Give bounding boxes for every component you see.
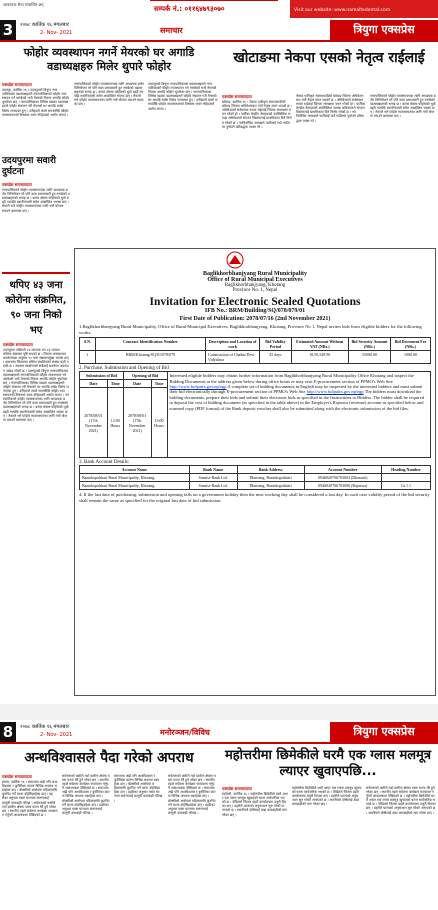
table-header: Date — [80, 380, 108, 388]
sub-headline: उदयपुरमा सवारी दुर्घटना — [2, 156, 57, 177]
table-cell: Construction of Chaibu Devi Vidyalaya — [206, 351, 260, 364]
p8-col4 — [168, 774, 216, 908]
bank-table — [79, 465, 431, 490]
article-body: महोत्तरीमा छिमेकीले घरमै आएर एक ग्लास मलमूत्र खुवाएको घटना सार्वजनिक भएको छ । पीडितले जिल्ला प्रहरी कार्यालयमा उजुरी दिएका छन् । प्रहरीले घटनाको अनुसन्धान सुरु गरेको जनाएको छ । स्थानीयले दोषीलाई कडा कारबाहीको माग गरेका छन् । — [292, 786, 362, 807]
covid-body — [2, 342, 70, 642]
page3-masthead: त्रियुगा एक्सप्रेस — [330, 20, 438, 40]
office-line4: Province No. 1, Nepal — [232, 288, 278, 293]
page8-headline-right: महोत्तरीमा छिमेकीले घरमै एक ग्लास मलमूत्र ल्याएर खुवाएपछि... — [224, 748, 431, 779]
table-cell: 13:00 Hours — [151, 388, 167, 458]
page3-header — [0, 20, 438, 42]
article-body: महोत्तरीमा छिमेकीले घरमै आएर एक ग्लास मलमूत्र खुवाएको घटना सार्वजनिक भएको छ । पीडितले जिल्ला प्रहरी कार्यालयमा उजुरी दिएका छन् । प्रहरीले घटनाको अनुसन्धान सुरु गरेको जनाएको छ । स्थानीयले दोषीलाई कडा कारबाहीको माग गरेका छन् । — [222, 792, 288, 817]
table-header: Heading Number — [381, 466, 430, 474]
table-cell: Sunrise Bank Ltd. — [189, 474, 237, 482]
article-body: उदयपुरको त्रियुगा नगरपालिकाका वडाध्यक्षहरुले नगरपालिकाको फोहोर व्यवस्थापन गर्न नसकेको भन्दै मेयरको निवास अगाडि फोहोर थुपारेका छन् । नगरपालिकाका विभिन्न वडाका वडाध्यक्षहरुले फोहोर संकलन गरी मेयरको घर अगाडि राखेर विरोध जनाएका हुन् । उनीहरुले लामो समयदेखि फोहोर व्यवस्थापनको विषयमा ध्यान नदिइएको आरोप लगाए । — [2, 88, 70, 117]
table-cell: 2078/08/01 (17th November 2021) — [123, 388, 151, 458]
table-row — [80, 474, 431, 482]
egp-link[interactable]: http://www.bolpatra.gov.np/egp — [306, 389, 364, 395]
byline: एक्सप्रेस समाचारदाता — [2, 774, 32, 779]
article-body: नेकपा एकीकृत समाजवादीको खोटाङ जिल्ला अधिवेशनबाट नयाँ नेतृत्व चयन भएको छ । अधिवेशनले सर्वसम्मत रुपमा राईलाई जिल्ला अध्यक्षमा चयन गरेको हो । पार्टीका केन्द्रीय नेताहरुको उपस्थितिमा सम्पन्न अधिवेशनले संगठन विस्तारलाई प्राथमिकता दिने निर्णय गरेको छ । नवनिर्वाचित अध्यक्षले पार्टीलाई गाउँ गाउँसम्म पुर्याउने प्रतिबद्धता व्यक्त गरे । — [296, 94, 366, 123]
table-header: Submission of Bid — [80, 372, 124, 380]
table-row — [80, 482, 431, 490]
table-header: Opening of Bid — [123, 372, 167, 380]
article-body: नगरपालिकाले फोहोर व्यवस्थापनका लागि आवश्यक बजेट विनियोजन गरे पनि काम प्रभावकारी हुन नसकेको वडाध्यक्षहरुको भनाइ छ । बजार क्षेत्रमा फोहोरको थुप्रो बढ्दै गएपछि स्थानीयवासी समेत आक्रोशित भएका छन् । मेयरले भने फोहोर व्यवस्थापनका लागि नयाँ योजना ल्याउने बताएका छन् । — [3, 393, 70, 422]
works-table — [79, 337, 431, 364]
page8-headline-left: अन्धविश्वासले पैदा गरेको अपराध — [24, 750, 194, 766]
office-line2: Office of Rural Municipal Executives — [207, 277, 303, 283]
p8-col2 — [62, 774, 110, 908]
headline-right: खोटाङमा नेकपा एसको नेतृत्व राईलाई — [233, 50, 425, 66]
article-body: उदयपुरमा पछिल्लो २४ घण्टामा थप ४३ जनामा कोरोना संक्रमण पुष्टि भएको छ । जिल्ला जनस्वास्थ्य कार्यालयका अनुसार ९० जना संक्रमणमुक्त भएका छन् । हालसम्म जिल्लामा सक्रिय संक्रमितको संख्या घट्दै गएको छ । स्वास्थ्य कार्यालयले सबैलाई सतर्कता अपनाउन आग्रह गरेको छ । — [3, 348, 69, 373]
page8-date-en: 2- Nov- 2021 — [40, 732, 73, 738]
table-header: Bid Validity Period — [260, 338, 291, 351]
page-separator — [0, 704, 438, 720]
article-body: सचेतनाको कमीले गर्दा ग्रामीण क्षेत्रमा यस्ता घटना धेरै हुने गरेका छन् । स्थानीय तहले सचेतना कार्यक्रम सञ्चालन गर्नुपर्ने आवश्यकता देखिएको छ । — [2, 800, 58, 817]
article-body: उदयपुरको त्रियुगा नगरपालिकाका वडाध्यक्षहरुले नगरपालिकाको फोहोर व्यवस्थापन गर्न नसकेको भन्दै मेयरको निवास अगाडि फोहोर थुपारेका छन् । नगरपालिकाका विभिन्न वडाका वडाध्यक्षहरुले फोहोर संकलन गरी मेयरको घर अगाडि राखेर विरोध जनाएका हुन् । उनीहरुले लामो समयदेखि फोहोर व्यवस्थापनको विषयमा ध्यान नदिइएको आरोप लगाए । — [3, 368, 69, 398]
article-right-col3 — [370, 94, 436, 244]
article-body: समाजमा अझै पनि अन्धविश्वास र कुरीतिका कारण विभिन्न अपराध भइरहेका छन् । बोक्सीको आरोपमा महिलामाथि कुटपिट गर्ने घटना दोहोरिइरहेका छन् । प्रहरीका अनुसार यस्ता घटनामा संलग्नलाई कानुनी कारबाही गरिन्छ । — [2, 780, 58, 805]
table-cell: 1000.00 — [391, 351, 431, 364]
table-cell: 0946020706703004 (Dharauti) — [304, 474, 381, 482]
egp-link[interactable]: http://www.bolpatra.gov.np/egp — [169, 384, 227, 389]
website-banner-text: Visit our website: www.namaltedental.com — [294, 8, 391, 13]
covid-headline: थपिए ४३ जना कोरोना संक्रमित, ९० जना निको भए — [5, 280, 67, 336]
article-body: नेकपा एकीकृत समाजवादीको खोटाङ जिल्ला अधिवेशनबाट नयाँ नेतृत्व चयन भएको छ । अधिवेशनले सर्वसम्मत रुपमा राईलाई जिल्ला अध्यक्षमा चयन गरेको हो । पार्टीका केन्द्रीय नेताहरुको उपस्थितिमा सम्पन्न अधिवेशनले संगठन विस्तारलाई प्राथमिकता दिने निर्णय गरेको छ । नवनिर्वाचित अध्यक्षले पार्टीलाई गाउँ गाउँसम्म पुर्याउने प्रतिबद्धता व्यक्त गरे । — [222, 100, 292, 129]
page3-number: 3 — [0, 20, 16, 40]
article-body: नगरपालिकाले फोहोर व्यवस्थापनका लागि आवश्यक बजेट विनियोजन गरे पनि काम प्रभावकारी हुन नसकेको वडाध्यक्षहरुको भनाइ छ । बजार क्षेत्रमा फोहोरको थुप्रो बढ्दै गएपछि स्थानीयवासी समेत आक्रोशित भएका छन् । मेयरले भने फोहोर व्यवस्थापनका लागि नयाँ योजना ल्याउने बताएका छन् । — [74, 82, 144, 107]
page8-masthead: त्रियुगा एक्सप्रेस — [330, 722, 438, 742]
article-left-col — [2, 82, 70, 154]
table-header: Contract Identification Number — [96, 338, 206, 351]
emblem-icon — [225, 251, 245, 269]
table-cell — [381, 474, 430, 482]
phone-banner-text: सम्पर्क नं.: ०११६४७९३०७० — [154, 5, 225, 13]
office-line3: Baglikhorbhanjyang, Khotang — [224, 283, 286, 288]
table-header: Time — [151, 380, 167, 388]
article-body: उदयपुरको त्रियुगा नगरपालिकाका वडाध्यक्षहरुले नगरपालिकाको फोहोर व्यवस्थापन गर्न नसकेको भन्दै मेयरको निवास अगाडि फोहोर थुपारेका छन् । नगरपालिकाका विभिन्न वडाका वडाध्यक्षहरुले फोहोर संकलन गरी मेयरको घर अगाडि राखेर विरोध जनाएका हुन् । उनीहरुले लामो समयदेखि फोहोर व्यवस्थापनको विषयमा ध्यान नदिइएको आरोप लगाए । — [148, 82, 218, 111]
notice-first-date: First Date of Publication: 2078/07/16 (2nd November 2021) — [179, 316, 331, 322]
p8-col5 — [222, 786, 288, 908]
page8-number: 8 — [0, 722, 16, 742]
top-strip-left-text: आवश्यक सेवा संचालित छन् — [3, 2, 44, 7]
article-mid-col — [74, 82, 144, 230]
article-body: सचेतनाको कमीले गर्दा ग्रामीण क्षेत्रमा यस्ता घटना धेरै हुने गरेका छन् । स्थानीय तहले सचेतना कार्यक्रम सञ्चालन गर्नुपर्ने आवश्यकता देखिएको छ । — [62, 774, 110, 791]
table-header: S.N. — [80, 338, 96, 351]
dateline: खोटाङ, कार्तिक १६ । — [222, 100, 249, 105]
byline: एक्सप्रेस समाचारदाता — [3, 342, 33, 347]
byline: एक्सप्रेस समाचारदाता — [222, 94, 252, 99]
notice-intro: 1.Baglikhorbhanjyang Rural Municipality, Office of Rural Municipal Executives, Baglikhorbhanjyang, Khotang, Province No 1, Nepal invites bids from eligible bidders for the following works: — [79, 324, 422, 335]
article-body: सचेतनाको कमीले गर्दा ग्रामीण क्षेत्रमा यस्ता घटना धेरै हुने गरेका छन् । स्थानीय तहले सचेतना कार्यक्रम सञ्चालन गर्नुपर्ने आवश्यकता देखिएको छ । — [168, 774, 216, 791]
website-banner — [290, 0, 438, 18]
dateline: इलाम, कार्तिक १६ । — [2, 780, 27, 785]
top-strip — [0, 0, 438, 18]
article-right-col1 — [222, 94, 292, 244]
table-header: Account Number — [304, 466, 381, 474]
table-cell: Dhartang, Baniskopokhari — [237, 482, 304, 490]
table-header: Estimated Amount Without VAT (NRs.) — [291, 338, 348, 351]
notice-ifb: IFB No.: BRM/Building/SQ/078/079/01 — [204, 308, 306, 314]
table-cell: BRM/Khotang/SQ/01/078/079 — [96, 351, 206, 364]
submission-text: Interested eligible bidders may obtain further information from Baglikhorbhanjyang Rural Municipality Office Khotang and inspect the Bidding Documents at the address given below during office hours or may visit E-procurement section of PPMO's Web Site http://www.bolpatra.gov.np/egp A complete set of bidding documents in English may be inspected by the interested bidders and must submit their bid electronically through E-procurement section of PPMO's Web Site http://www.bolpatra.gov.np/egp The bidders must download the bidding documents, prepare their bids and submit their electronic bids as specified in the Instructions to Bidders. The bidder shall be required to deposit the cost of bidding document (as specified in the table above) in the Employer's Rajaswa (revenue) account as specified below and scanned copy (PDF format) of the Bank deposit voucher shall also be submitted along with the electronic submission of the bid files. — [167, 372, 431, 458]
covid-box — [2, 272, 70, 680]
article-mid2-col — [148, 82, 218, 230]
dateline: महोत्तरी, कार्तिक १६ । — [222, 792, 250, 797]
article-body: समाजमा अझै पनि अन्धविश्वास र कुरीतिका कारण विभिन्न अपराध भइरहेका छन् । बोक्सीको आरोपमा महिलामाथि कुटपिट गर्ने घटना दोहोरिइरहेका छन् । प्रहरीका अनुसार यस्ता घटनामा संलग्नलाई कानुनी कारबाही गरिन्छ । — [168, 786, 216, 815]
page8-section-label: मनोरञ्जन/विविध — [160, 728, 210, 737]
table-cell: Dhartang, Baniskopokhari — [237, 474, 304, 482]
p8-col3 — [114, 774, 164, 908]
table-cell: 18,50,549.96 — [291, 351, 348, 364]
page3-date-np: २०७८ कार्तिक १६ मंगलबार — [20, 22, 69, 28]
page3-section-label: समाचार — [160, 26, 183, 35]
article-body: समाजमा अझै पनि अन्धविश्वास र कुरीतिका कारण विभिन्न अपराध भइरहेका छन् । बोक्सीको आरोपमा महिलामाथि कुटपिट गर्ने घटना दोहोरिइरहेका छन् । प्रहरीका अनुसार यस्ता घटनामा संलग्नलाई कानुनी कारबाही गरिन्छ । — [114, 774, 163, 803]
tender-notice — [74, 248, 436, 696]
article-body: समाजमा अझै पनि अन्धविश्वास र कुरीतिका कारण विभिन्न अपराध भइरहेका छन् । बोक्सीको आरोपमा महिलामाथि कुटपिट गर्ने घटना दोहोरिइरहेका छन् । प्रहरीका अनुसार यस्ता घटनामा संलग्नलाई कानुनी कारबाही गरिन्छ । — [62, 786, 110, 815]
p8-col1 — [2, 774, 58, 908]
dateline: उदयपुर, कार्तिक १६ । — [2, 88, 29, 93]
table-cell: 1 — [80, 351, 96, 364]
byline: एक्सप्रेस समाचारदाता — [222, 786, 252, 791]
table-header: Bid Document Fee (NRs.) — [391, 338, 431, 351]
p8-col7 — [366, 786, 436, 908]
article-body: नगरपालिकाले फोहोर व्यवस्थापनका लागि आवश्यक बजेट विनियोजन गरे पनि काम प्रभावकारी हुन नसकेको वडाध्यक्षहरुको भनाइ छ । बजार क्षेत्रमा फोहोरको थुप्रो बढ्दै गएपछि स्थानीयवासी समेत आक्रोशित भएका छन् । मेयरले भने फोहोर व्यवस्थापनका लागि नयाँ योजना ल्याउने बताएका छन् । — [2, 188, 70, 213]
top-strip-left — [0, 0, 150, 18]
table-header: Description and Location of work — [206, 338, 260, 351]
article-body: सचेतनाको कमीले गर्दा ग्रामीण क्षेत्रमा यस्ता घटना धेरै हुने गरेका छन् । स्थानीय तहले सचेतना कार्यक्रम सञ्चालन गर्नुपर्ने आवश्यकता देखिएको छ । — [366, 786, 435, 799]
headline-left: फोहोर व्यवस्थापन नगर्ने मेयरको घर अगाडि वडाध्यक्षहरु मिलेर थुपारे फोहोर — [23, 46, 195, 73]
section2-heading: 2. Purchase, Submission and Opening of Bid — [79, 366, 169, 372]
table-cell: 55000.00 — [348, 351, 390, 364]
table-header: Time — [107, 380, 123, 388]
page8-header — [0, 722, 438, 744]
article-right-col2 — [296, 94, 366, 244]
article-body: नगरपालिकाले फोहोर व्यवस्थापनका लागि आवश्यक बजेट विनियोजन गरे पनि काम प्रभावकारी हुन नसकेको वडाध्यक्षहरुको भनाइ छ । बजार क्षेत्रमा फोहोरको थुप्रो बढ्दै गएपछि स्थानीयवासी समेत आक्रोशित भएका छन् । मेयरले भने फोहोर व्यवस्थापनका लागि नयाँ योजना ल्याउने बताएका छन् । — [370, 94, 436, 119]
submission-table — [79, 371, 431, 458]
notice-title: Invitation for Electronic Sealed Quotations — [149, 296, 361, 308]
page8-date-np: २०७८ कार्तिक १६ मंगलबार — [20, 724, 69, 730]
phone-banner — [150, 0, 278, 18]
section3-heading: 3. Bank Account Details: — [79, 460, 130, 466]
final-note: 4. If the last date of purchasing, submission and opening falls on a government holiday then the next working day shall be considered a last day. In such case validity period of the bid security shall remain the same as specified for the original last date of bid submission. — [79, 492, 430, 503]
table-cell: Baniskopokhari Rural Municipality, Khotang — [80, 474, 190, 482]
table-header: Bid Security Amount (NRs.) — [348, 338, 390, 351]
table-header: Bank Name — [189, 466, 237, 474]
page3-date-en: 2- Nov- 2021 — [40, 30, 73, 36]
table-header: Bank Address — [237, 466, 304, 474]
table-cell: 2078/08/01 (17th November 2021) — [80, 388, 108, 458]
byline: एक्सप्रेस समाचारदाता — [2, 182, 32, 187]
table-cell: 45 days — [260, 351, 291, 364]
table-cell: Baniskopokhari Rural Municipality, Khotang — [80, 482, 190, 490]
table-cell: Gt 1.1 — [381, 482, 430, 490]
table-row — [80, 351, 431, 364]
table-header: Account Name — [80, 466, 190, 474]
p8-col6 — [292, 786, 362, 908]
table-cell: 0946020706703006 (Rajaswa) — [304, 482, 381, 490]
office-line1: Baglikhorbhanjyang Rural Municipality — [202, 271, 308, 277]
byline: एक्सप्रेस समाचारदाता — [2, 82, 32, 87]
accident-col — [2, 182, 70, 270]
table-header: Date — [123, 380, 151, 388]
table-cell: Sunrise Bank Ltd. — [189, 482, 237, 490]
article-body: महोत्तरीमा छिमेकीले घरमै आएर एक ग्लास मलमूत्र खुवाएको घटना सार्वजनिक भएको छ । पीडितले जिल्ला प्रहरी कार्यालयमा उजुरी दिएका छन् । प्रहरीले घटनाको अनुसन्धान सुरु गरेको जनाएको छ । स्थानीयले दोषीलाई कडा कारबाहीको माग गरेका छन् । — [366, 794, 436, 815]
table-cell: 12:00 Hours — [107, 388, 123, 458]
table-header-row — [80, 338, 431, 351]
